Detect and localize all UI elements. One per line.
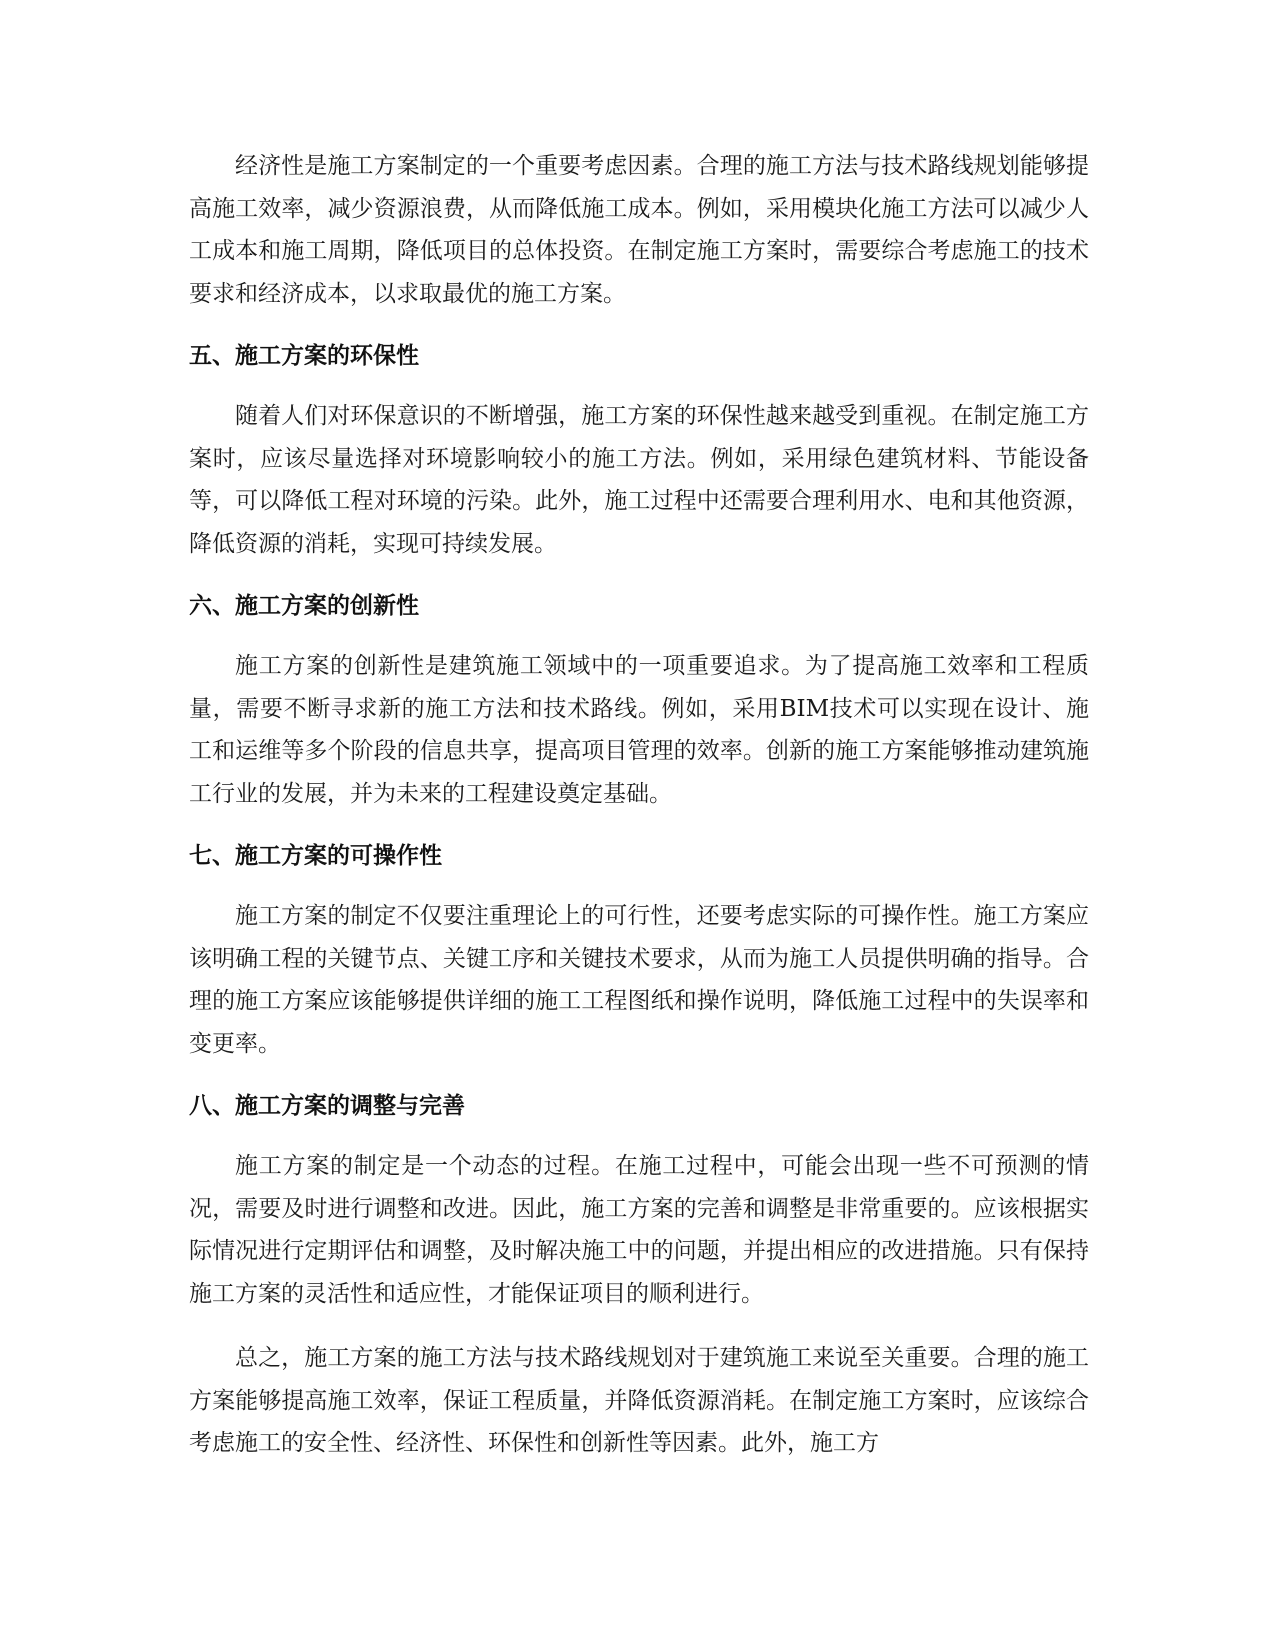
paragraph-environmental: 随着人们对环保意识的不断增强，施工方案的环保性越来越受到重视。在制定施工方案时，应该尽量选择对环境影响较小的施工方法。例如，采用绿色建筑材料、节能设备等，可以降低工程对环境的污染。此外，施工过程中还需要合理利用水、电和其他资源，降低资源的消耗，实现可持续发展。: [189, 403, 1089, 557]
paragraph-conclusion: 总之，施工方案的施工方法与技术路线规划对于建筑施工来说至关重要。合理的施工方案能够提高施工效率，保证工程质量，并降低资源消耗。在制定施工方案时，应该综合考虑施工的安全性、经济性、环保性和创新性等因素。此外，施工方: [189, 1345, 1089, 1456]
section-heading-adjustment: 八、施工方案的调整与完善: [189, 1093, 465, 1119]
paragraph-innovation: 施工方案的创新性是建筑施工领域中的一项重要追求。为了提高施工效率和工程质量，需要不断寻求新的施工方法和技术路线。例如，采用BIM技术可以实现在设计、施工和运维等多个阶段的信息共享，提高项目管理的效率。创新的施工方案能够推动建筑施工行业的发展，并为未来的工程建设奠定基础。: [189, 653, 1089, 807]
section-heading-environmental: 五、施工方案的环保性: [189, 343, 419, 369]
section-heading-innovation: 六、施工方案的创新性: [189, 593, 419, 619]
paragraph-adjustment: 施工方案的制定是一个动态的过程。在施工过程中，可能会出现一些不可预测的情况，需要及时进行调整和改进。因此，施工方案的完善和调整是非常重要的。应该根据实际情况进行定期评估和调整，及时解决施工中的问题，并提出相应的改进措施。只有保持施工方案的灵活性和适应性，才能保证项目的顺利进行。: [189, 1153, 1089, 1307]
section-heading-operability: 七、施工方案的可操作性: [189, 843, 442, 869]
paragraph-operability: 施工方案的制定不仅要注重理论上的可行性，还要考虑实际的可操作性。施工方案应该明确工程的关键节点、关键工序和关键技术要求，从而为施工人员提供明确的指导。合理的施工方案应该能够提供详细的施工工程图纸和操作说明，降低施工过程中的失误率和变更率。: [189, 903, 1089, 1057]
document-body: [189, 145, 1089, 1465]
paragraph-economy: 经济性是施工方案制定的一个重要考虑因素。合理的施工方法与技术路线规划能够提高施工效率，减少资源浪费，从而降低施工成本。例如，采用模块化施工方法可以减少人工成本和施工周期，降低项目的总体投资。在制定施工方案时，需要综合考虑施工的技术要求和经济成本，以求取最优的施工方案。: [189, 153, 1089, 307]
